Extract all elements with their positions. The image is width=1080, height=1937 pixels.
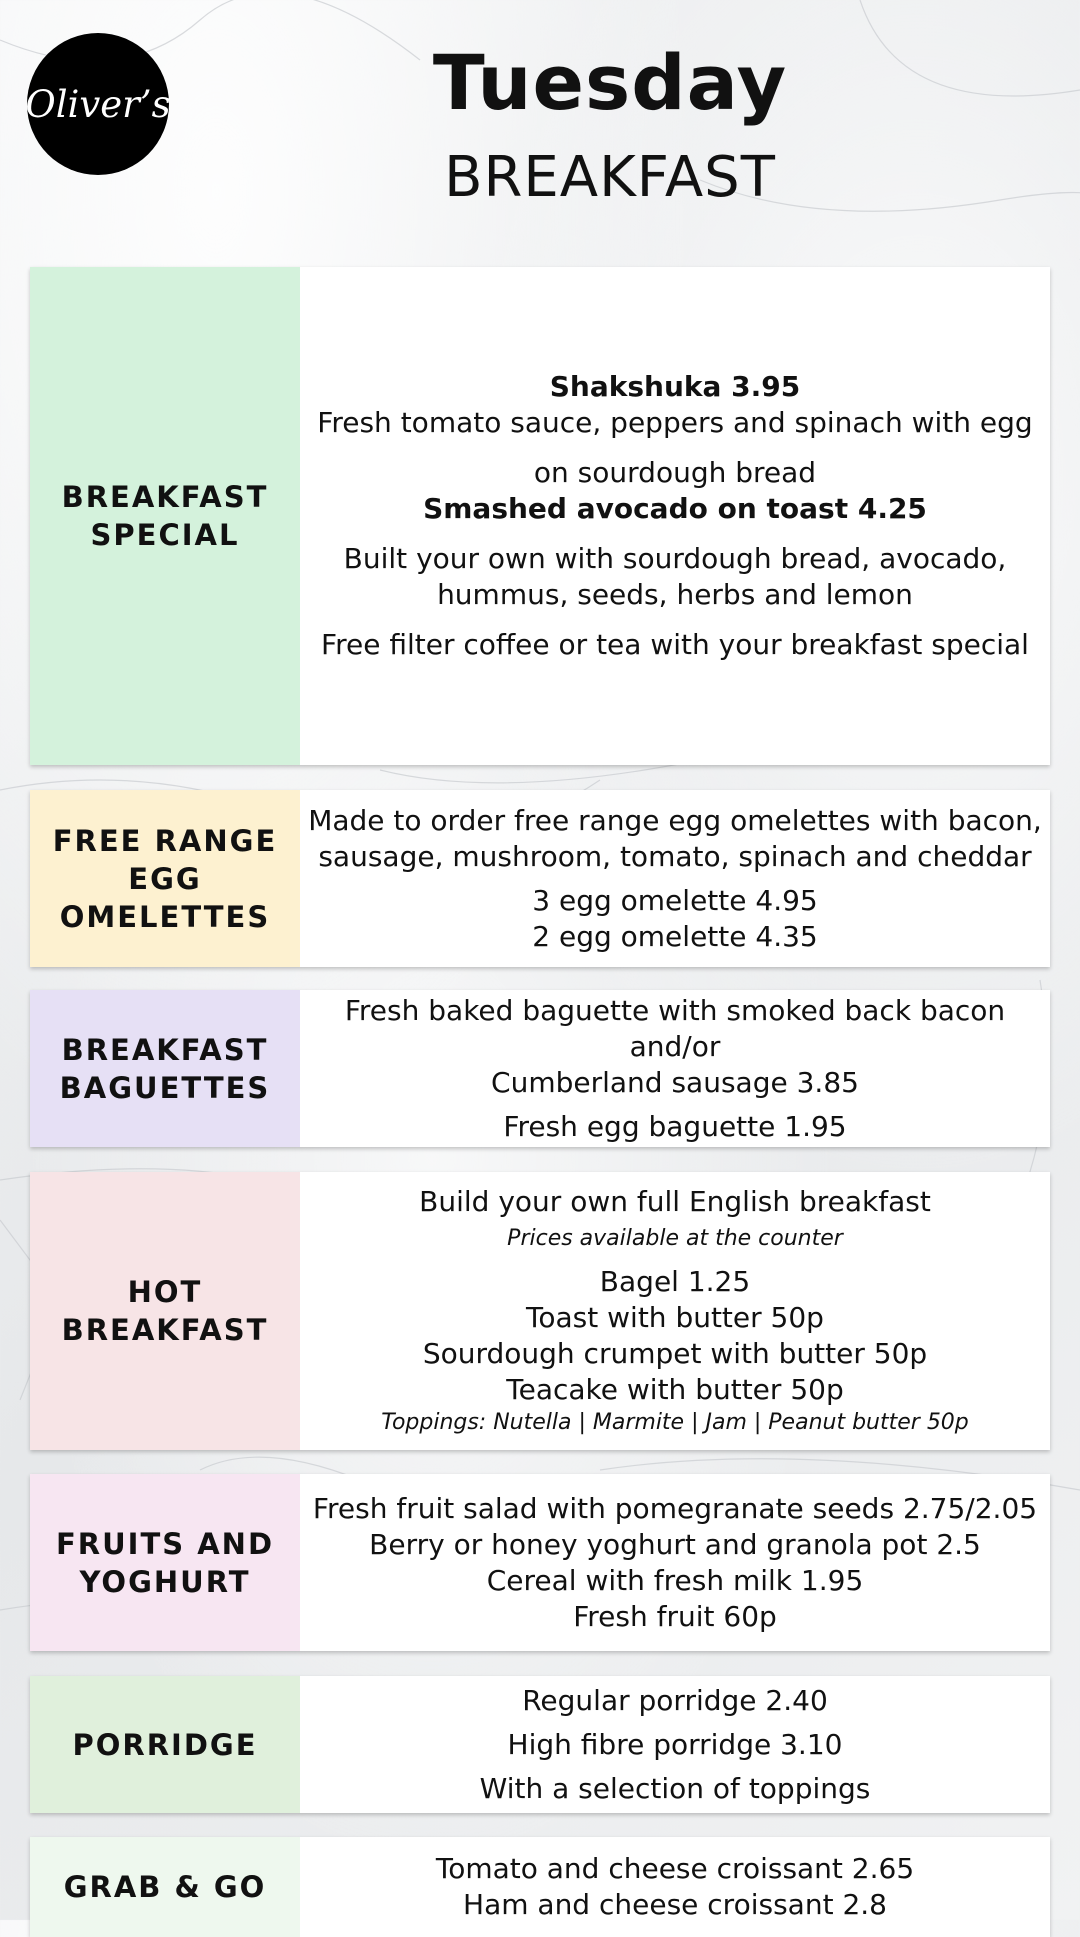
menu-line: sausage, mushroom, tomato, spinach and cheddar [318,839,1032,873]
menu-line: Made to order free range egg omelettes with bacon, [308,803,1042,837]
menu-line: 2 egg omelette 4.35 [532,919,818,953]
menu-line: Fresh tomato sauce, peppers and spinach with egg [317,406,1033,439]
menu-line: With a selection of toppings [479,1771,871,1805]
menu-line: Toppings: Nutella | Marmite | Jam | Peanut butter 50p [381,1410,969,1435]
section-fruits-yoghurt [30,1474,1050,1651]
menu-line: Shakshuka 3.95 [549,370,801,403]
menu-line: Berry or honey yoghurt and granola pot 2.5 [369,1527,981,1561]
menu-line: Fresh baked baguette with smoked back bacon and/or [344,993,1006,1063]
menu-line: hummus, seeds, herbs and lemon [437,578,913,611]
section-label: HOT BREAKFAST [30,1172,300,1450]
menu-line: Fresh fruit salad with pomegranate seeds 2.75/2.05 [312,1491,1038,1525]
menu-line: Cumberland sausage 3.85 [491,1065,859,1099]
section-label: BREAKFAST BAGUETTES [30,990,300,1147]
section-breakfast-special [30,267,1050,765]
menu-line: Fresh egg baguette 1.95 [503,1109,847,1143]
menu-line: Toast with butter 50p [526,1301,824,1334]
day-title: Tuesday [432,38,788,127]
menu-line: Regular porridge 2.40 [522,1683,828,1717]
menu-line: 3 egg omelette 4.95 [532,883,818,917]
section-baguettes [30,990,1050,1147]
logo: Oliver’s [27,33,169,175]
section-porridge [30,1676,1050,1813]
section-label: FRUITS AND YOGHURT [30,1474,300,1651]
section-label: PORRIDGE [30,1676,300,1813]
section-label: FREE RANGE EGG OMELETTES [30,790,300,967]
menu-line: Teacake with butter 50p [506,1373,844,1406]
section-label: BREAKFAST SPECIAL [30,267,300,765]
menu-line: Fresh fruit 60p [573,1599,777,1633]
menu-line: Prices available at the counter [507,1226,843,1251]
menu-line: High fibre porridge 3.10 [507,1727,843,1761]
section-content [300,1474,1050,1651]
section-content [300,267,1050,765]
menu-line: Cereal with fresh milk 1.95 [486,1563,864,1597]
section-omelettes [30,790,1050,967]
section-content [300,1676,1050,1813]
section-grab-and-go [30,1837,1050,1937]
menu-line: Bagel 1.25 [599,1265,751,1298]
meal-title: BREAKFAST [444,145,776,210]
menu-line: Tomato and cheese croissant 2.65 [435,1852,915,1885]
section-hot-breakfast [30,1172,1050,1450]
menu-line: Sourdough crumpet with butter 50p [422,1337,928,1370]
section-content [300,1837,1050,1937]
menu-line: Built your own with sourdough bread, avocado, [343,542,1007,575]
section-content [300,1172,1050,1450]
menu-line: Smashed avocado on toast 4.25 [423,492,927,525]
menu-line: Free filter coffee or tea with your breakfast special [321,628,1029,661]
menu-line: Ham and cheese croissant 2.8 [463,1888,887,1921]
section-label: GRAB & GO [30,1837,300,1937]
menu-line: on sourdough bread [533,456,817,489]
section-content [300,990,1050,1147]
menu-line: Build your own full English breakfast [419,1185,931,1218]
section-content [300,790,1050,967]
